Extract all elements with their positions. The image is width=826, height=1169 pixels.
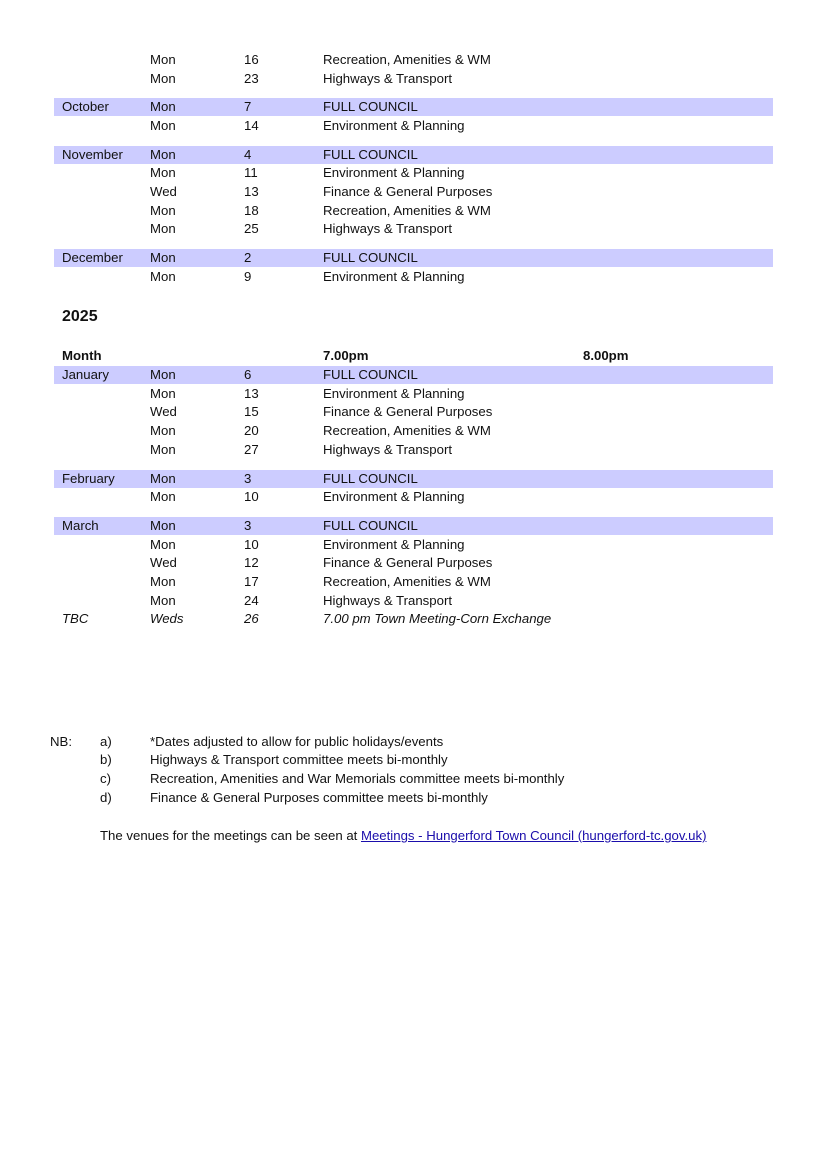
row-day: Mon: [150, 99, 176, 114]
row-day: Mon: [150, 386, 176, 401]
row-description: Recreation, Amenities & WM: [323, 423, 491, 438]
row-description: Environment & Planning: [323, 269, 465, 284]
row-day: Mon: [150, 537, 176, 552]
row-description: Highways & Transport: [323, 71, 452, 86]
note-item: [54, 789, 773, 807]
note-item: [54, 733, 773, 751]
row-description: FULL COUNCIL: [323, 250, 418, 265]
table-header: [54, 347, 773, 365]
schedule-row: [54, 164, 773, 182]
meetings-link[interactable]: Meetings - Hungerford Town Council (hungerford-tc.gov.uk): [360, 828, 707, 843]
row-date: 26: [244, 611, 259, 626]
row-day: Mon: [150, 71, 176, 86]
row-date: 2: [244, 250, 252, 265]
row-description: Recreation, Amenities & WM: [323, 574, 491, 589]
row-date: 3: [244, 518, 252, 533]
row-date: 13: [244, 184, 259, 199]
schedule-row: [54, 268, 773, 286]
schedule-row: [54, 183, 773, 201]
row-description: FULL COUNCIL: [323, 471, 418, 486]
row-date: 3: [244, 471, 252, 486]
row-description: Finance & General Purposes: [323, 184, 493, 199]
row-description: FULL COUNCIL: [323, 367, 418, 382]
note-letter: a): [100, 734, 112, 749]
row-description: Environment & Planning: [323, 165, 465, 180]
row-day: Mon: [150, 269, 176, 284]
row-date: 24: [244, 593, 259, 608]
row-description: 7.00 pm Town Meeting-Corn Exchange: [323, 611, 552, 626]
row-date: 13: [244, 386, 259, 401]
header-month: Month: [62, 348, 102, 363]
schedule-row: [54, 249, 773, 267]
row-description: Environment & Planning: [323, 118, 465, 133]
row-date: 12: [244, 555, 259, 570]
row-date: 10: [244, 489, 259, 504]
venues-paragraph: [100, 827, 706, 845]
row-date: 25: [244, 221, 259, 236]
year-heading: 2025: [62, 308, 98, 325]
row-description: Recreation, Amenities & WM: [323, 203, 491, 218]
row-day: Mon: [150, 593, 176, 608]
row-month: February: [62, 471, 115, 486]
schedule-row: [54, 470, 773, 488]
row-day: Mon: [150, 471, 176, 486]
row-description: Highways & Transport: [323, 442, 452, 457]
row-month: January: [62, 367, 109, 382]
schedule-row: [54, 117, 773, 135]
note-text: Highways & Transport committee meets bi-monthly: [150, 752, 448, 767]
schedule-row: [54, 422, 773, 440]
row-day: Mon: [150, 221, 176, 236]
row-day: Mon: [150, 367, 176, 382]
row-day: Mon: [150, 52, 176, 67]
row-date: 7: [244, 99, 252, 114]
note-item: [54, 770, 773, 788]
row-date: 4: [244, 147, 252, 162]
row-date: 16: [244, 52, 259, 67]
row-day: Weds: [150, 611, 184, 626]
row-month: November: [62, 147, 123, 162]
row-day: Mon: [150, 165, 176, 180]
row-month: December: [62, 250, 123, 265]
row-day: Wed: [150, 184, 177, 199]
note-text: Recreation, Amenities and War Memorials committee meets bi-monthly: [150, 771, 565, 786]
row-date: 10: [244, 537, 259, 552]
schedule-row: [54, 610, 773, 628]
row-date: 27: [244, 442, 259, 457]
schedule-row: [54, 403, 773, 421]
row-day: Wed: [150, 555, 177, 570]
row-day: Mon: [150, 203, 176, 218]
schedule-row: [54, 146, 773, 164]
row-date: 11: [244, 165, 258, 180]
schedule-row: [54, 488, 773, 506]
header-time-1: 7.00pm: [323, 348, 369, 363]
note-text: *Dates adjusted to allow for public holidays/events: [150, 734, 444, 749]
note-letter: c): [100, 771, 111, 786]
row-date: 17: [244, 574, 259, 589]
schedule-row: [54, 441, 773, 459]
row-description: Environment & Planning: [323, 386, 465, 401]
row-day: Wed: [150, 404, 177, 419]
schedule-row: [54, 202, 773, 220]
row-day: Mon: [150, 147, 176, 162]
row-month: TBC: [62, 611, 89, 626]
row-description: Finance & General Purposes: [323, 404, 493, 419]
row-date: 6: [244, 367, 252, 382]
note-text: Finance & General Purposes committee meets bi-monthly: [150, 790, 488, 805]
row-day: Mon: [150, 423, 176, 438]
row-description: Recreation, Amenities & WM: [323, 52, 491, 67]
note-letter: d): [100, 790, 112, 805]
schedule-row: [54, 385, 773, 403]
schedule-row: [54, 220, 773, 238]
row-description: Environment & Planning: [323, 537, 465, 552]
row-date: 23: [244, 71, 259, 86]
row-month: March: [62, 518, 99, 533]
row-date: 20: [244, 423, 259, 438]
row-day: Mon: [150, 250, 176, 265]
row-description: FULL COUNCIL: [323, 147, 418, 162]
schedule-row: [54, 70, 773, 88]
row-day: Mon: [150, 118, 176, 133]
row-date: 14: [244, 118, 259, 133]
row-date: 9: [244, 269, 252, 284]
row-day: Mon: [150, 518, 176, 533]
row-day: Mon: [150, 489, 176, 504]
row-description: FULL COUNCIL: [323, 518, 418, 533]
schedule-row: [54, 51, 773, 69]
row-description: Finance & General Purposes: [323, 555, 493, 570]
schedule-row: [54, 536, 773, 554]
header-time-2: 8.00pm: [583, 348, 629, 363]
schedule-row: [54, 592, 773, 610]
row-date: 18: [244, 203, 259, 218]
note-item: [54, 751, 773, 769]
schedule-row: [54, 366, 773, 384]
row-day: Mon: [150, 574, 176, 589]
notes-label: NB:: [50, 734, 72, 749]
schedule-row: [54, 554, 773, 572]
note-letter: b): [100, 752, 112, 767]
row-description: Highways & Transport: [323, 221, 452, 236]
row-description: Highways & Transport: [323, 593, 452, 608]
row-month: October: [62, 99, 109, 114]
venues-text: The venues for the meetings can be seen at: [100, 828, 361, 843]
row-description: Environment & Planning: [323, 489, 465, 504]
row-day: Mon: [150, 442, 176, 457]
row-description: FULL COUNCIL: [323, 99, 418, 114]
schedule-row: [54, 98, 773, 116]
schedule-row: [54, 517, 773, 535]
row-date: 15: [244, 404, 259, 419]
schedule-row: [54, 573, 773, 591]
